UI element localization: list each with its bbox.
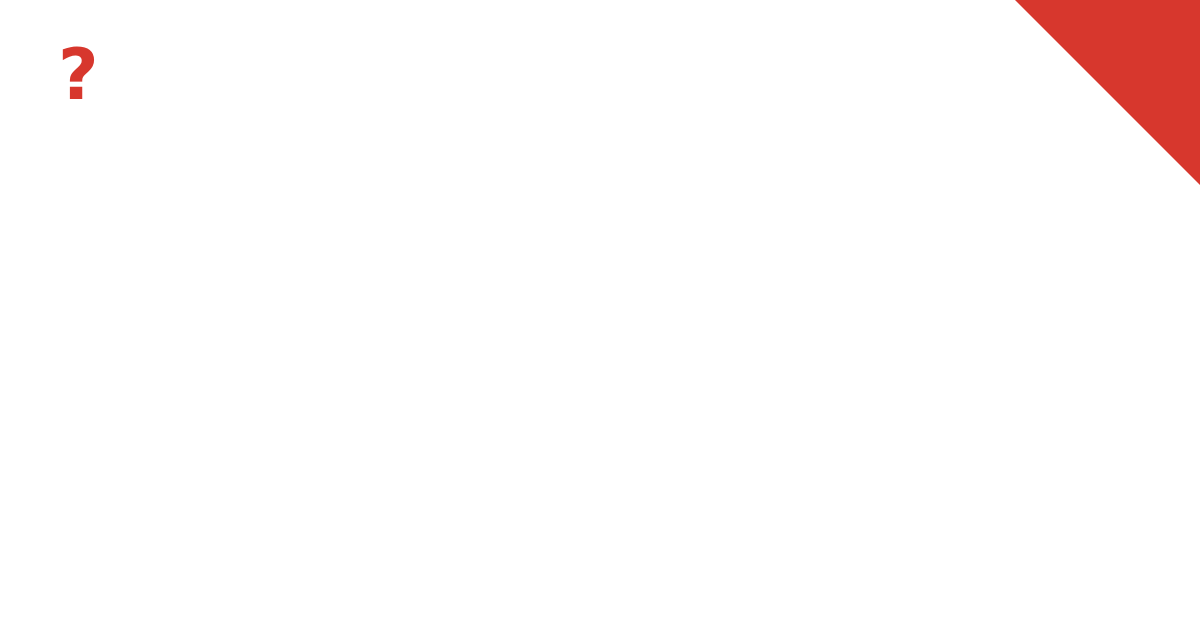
question-mark-icon: ? bbox=[58, 34, 99, 116]
industry-bar-chart bbox=[600, 150, 1160, 570]
